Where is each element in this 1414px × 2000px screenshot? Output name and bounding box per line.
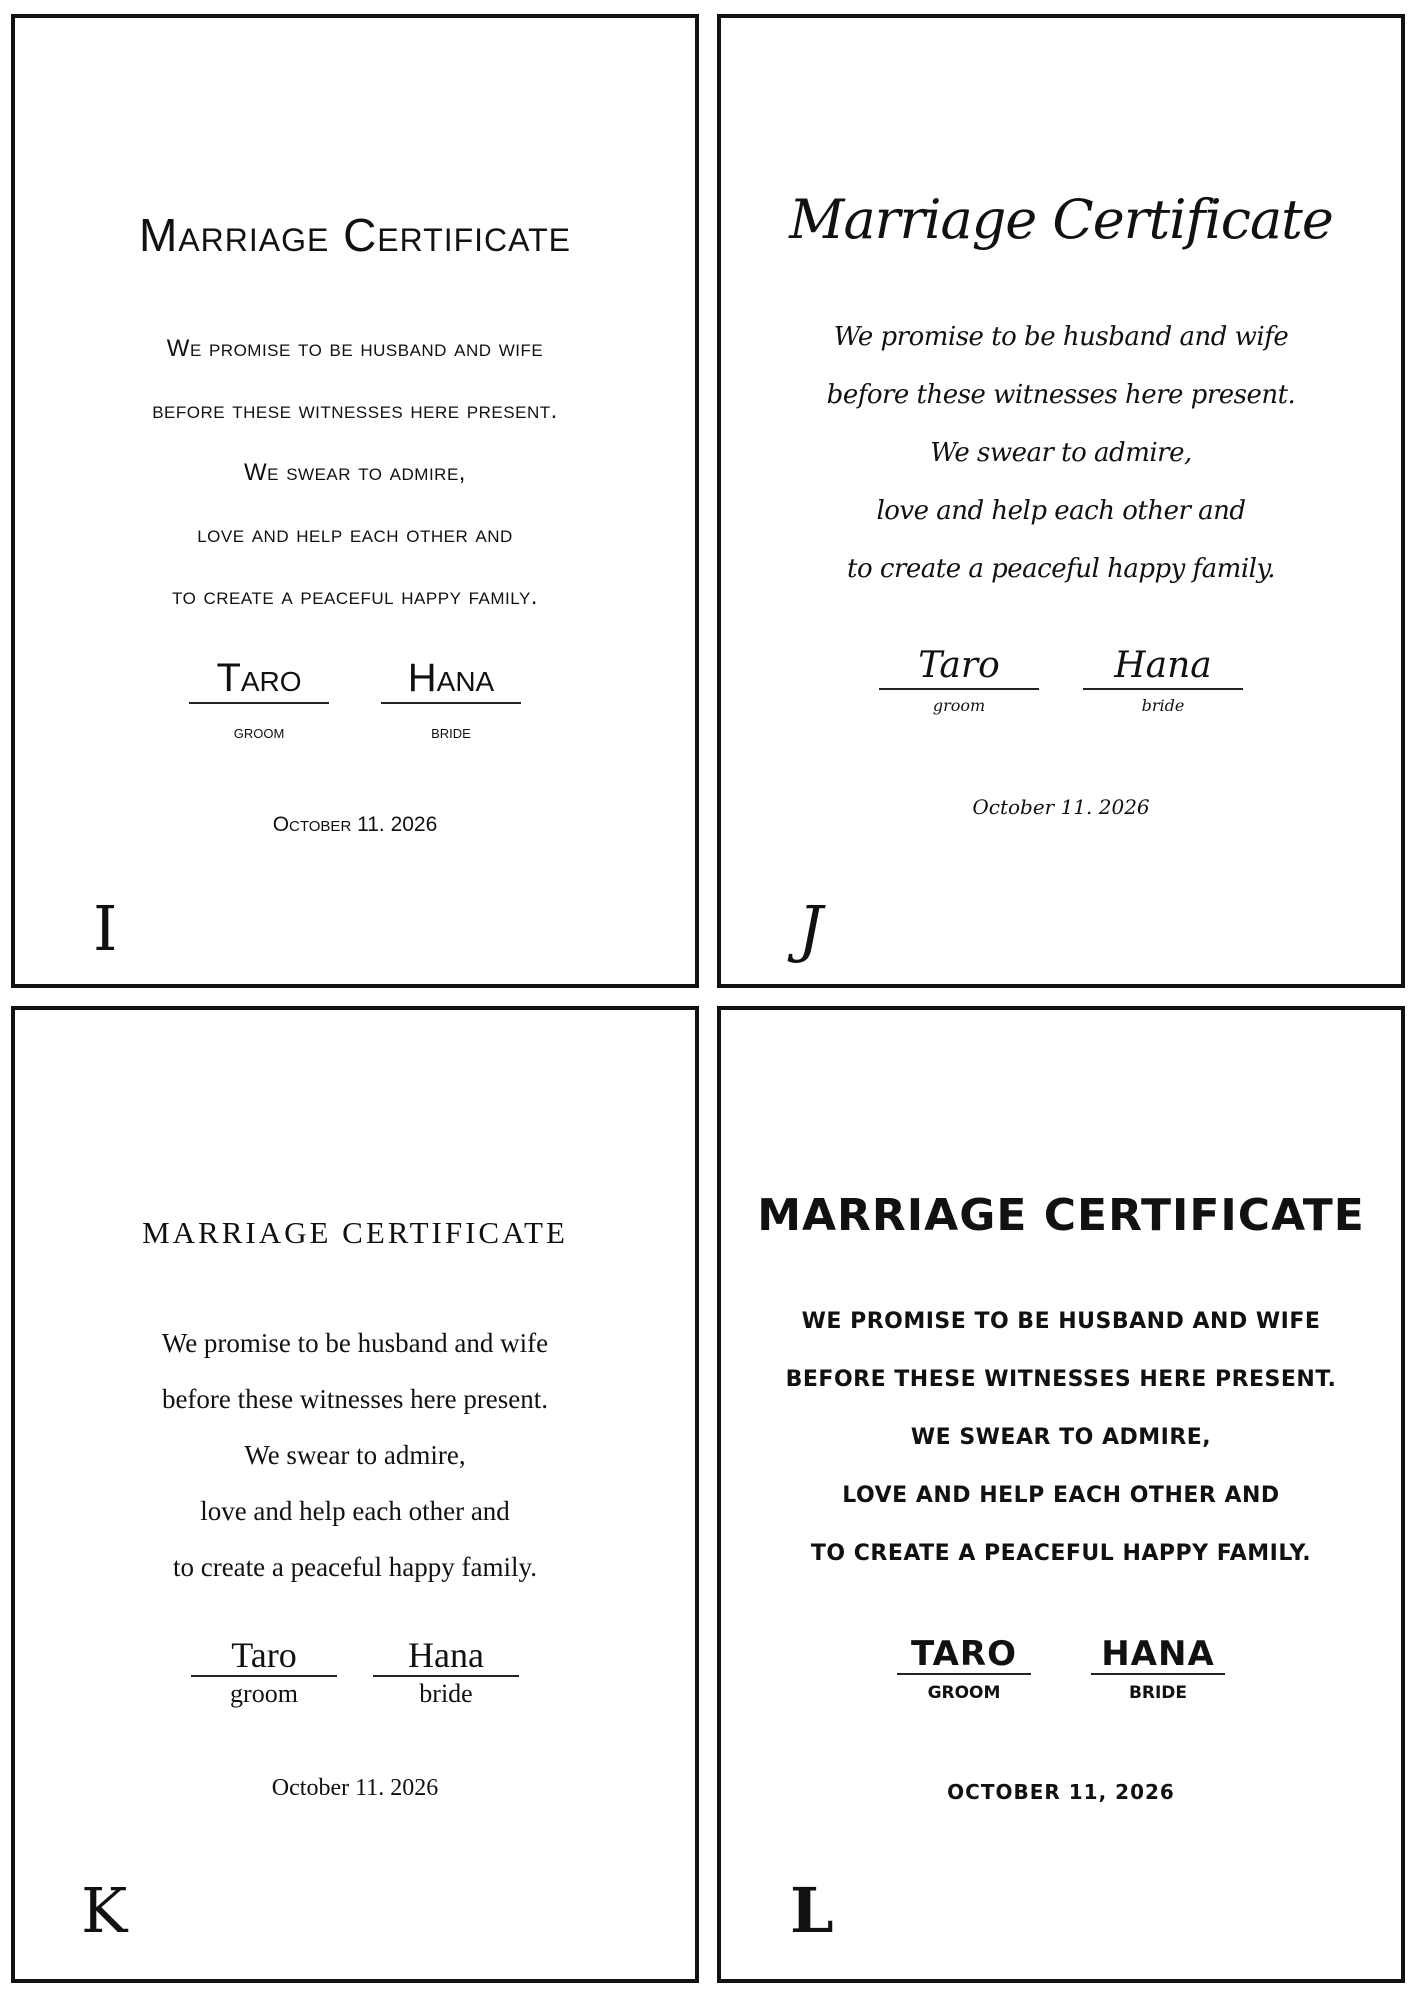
- signature-block: [15, 1637, 695, 1709]
- signature-block: [15, 658, 695, 743]
- vow-line: before these witnesses here present.: [161, 1384, 549, 1414]
- signature-line: [1091, 1673, 1225, 1675]
- certificate-card-k: [11, 1006, 699, 1983]
- groom-label: GROOM: [927, 1683, 1001, 1703]
- groom-name: Taro: [216, 656, 302, 700]
- vows-text: [15, 318, 695, 628]
- vow-line: We promise to be husband and wife: [166, 335, 544, 362]
- groom-name: Taro: [918, 645, 1000, 686]
- vows-text: [721, 1293, 1401, 1583]
- groom-label: groom: [233, 722, 285, 742]
- vow-line: to create a peaceful happy family.: [172, 583, 538, 610]
- option-letter: J: [798, 892, 823, 965]
- signature-line: [1083, 688, 1243, 690]
- vow-line: before these witnesses here present.: [152, 397, 558, 424]
- groom-name: TARO: [911, 1634, 1017, 1674]
- groom-signature: [191, 1637, 337, 1709]
- bride-label: bride: [419, 1679, 473, 1708]
- certificate-card-l: [717, 1006, 1405, 1983]
- vow-line: WE PROMISE TO BE HUSBAND AND WIFE: [801, 1309, 1321, 1334]
- groom-signature: [879, 645, 1039, 715]
- certificate-card-i: [11, 14, 699, 988]
- certificate-title: MARRIAGE CERTIFICATE: [757, 1190, 1365, 1241]
- vow-line: We swear to admire,: [244, 1440, 466, 1470]
- vows-text: [721, 308, 1401, 598]
- wedding-date: October 11. 2026: [271, 1775, 439, 1801]
- certificate-card-j: [717, 14, 1405, 988]
- vow-line: We swear to admire,: [244, 459, 466, 486]
- option-letter: K: [81, 1874, 128, 1947]
- signature-line: [879, 688, 1039, 690]
- groom-name: Taro: [231, 1635, 297, 1675]
- signature-block: [721, 645, 1401, 715]
- vow-line: TO CREATE A PEACEFUL HAPPY FAMILY.: [810, 1541, 1312, 1566]
- signature-line: [373, 1675, 519, 1677]
- bride-name: Hana: [1114, 645, 1212, 686]
- vow-line: We promise to be husband and wife: [161, 1328, 549, 1358]
- vow-line: love and help each other and: [197, 521, 513, 548]
- signature-line: [189, 702, 329, 704]
- bride-signature: [381, 658, 521, 743]
- vow-line: love and help each other and: [200, 1496, 510, 1526]
- option-letter: L: [790, 1874, 834, 1947]
- vow-line: to create a peaceful happy family.: [172, 1552, 538, 1582]
- bride-signature: [373, 1637, 519, 1709]
- vow-line: BEFORE THESE WITNESSES HERE PRESENT.: [785, 1367, 1337, 1392]
- vow-line: love and help each other and: [876, 496, 1246, 526]
- bride-name: Hana: [407, 656, 495, 700]
- signature-block: [721, 1634, 1401, 1703]
- wedding-date: October 11. 2026: [272, 813, 438, 836]
- certificate-title: MARRIAGE CERTIFICATE: [142, 1215, 568, 1250]
- bride-signature: [1083, 645, 1243, 715]
- groom-label: groom: [932, 696, 986, 715]
- wedding-date: OCTOBER 11, 2026: [947, 1780, 1175, 1804]
- groom-signature: [897, 1634, 1031, 1703]
- vow-line: WE SWEAR TO ADMIRE,: [910, 1425, 1212, 1450]
- groom-label: groom: [230, 1679, 298, 1708]
- vow-line: We swear to admire,: [930, 438, 1192, 468]
- option-letter: I: [93, 892, 118, 965]
- signature-line: [897, 1673, 1031, 1675]
- bride-signature: [1091, 1634, 1225, 1703]
- groom-signature: [189, 658, 329, 743]
- certificate-title: Marriage Certificate: [138, 209, 572, 261]
- bride-name: HANA: [1101, 1634, 1215, 1674]
- bride-name: Hana: [408, 1635, 484, 1675]
- signature-line: [191, 1675, 337, 1677]
- bride-label: BRIDE: [1128, 1683, 1188, 1703]
- bride-label: bride: [1141, 696, 1185, 715]
- vow-line: before these witnesses here present.: [826, 380, 1296, 410]
- vow-line: We promise to be husband and wife: [833, 322, 1289, 352]
- vow-line: LOVE AND HELP EACH OTHER AND: [842, 1483, 1280, 1508]
- bride-label: bride: [431, 722, 471, 742]
- signature-line: [381, 702, 521, 704]
- certificate-title: Marriage Certificate: [789, 188, 1333, 251]
- vow-line: to create a peaceful happy family.: [847, 554, 1275, 584]
- vows-text: [15, 1315, 695, 1595]
- wedding-date: October 11. 2026: [972, 795, 1150, 819]
